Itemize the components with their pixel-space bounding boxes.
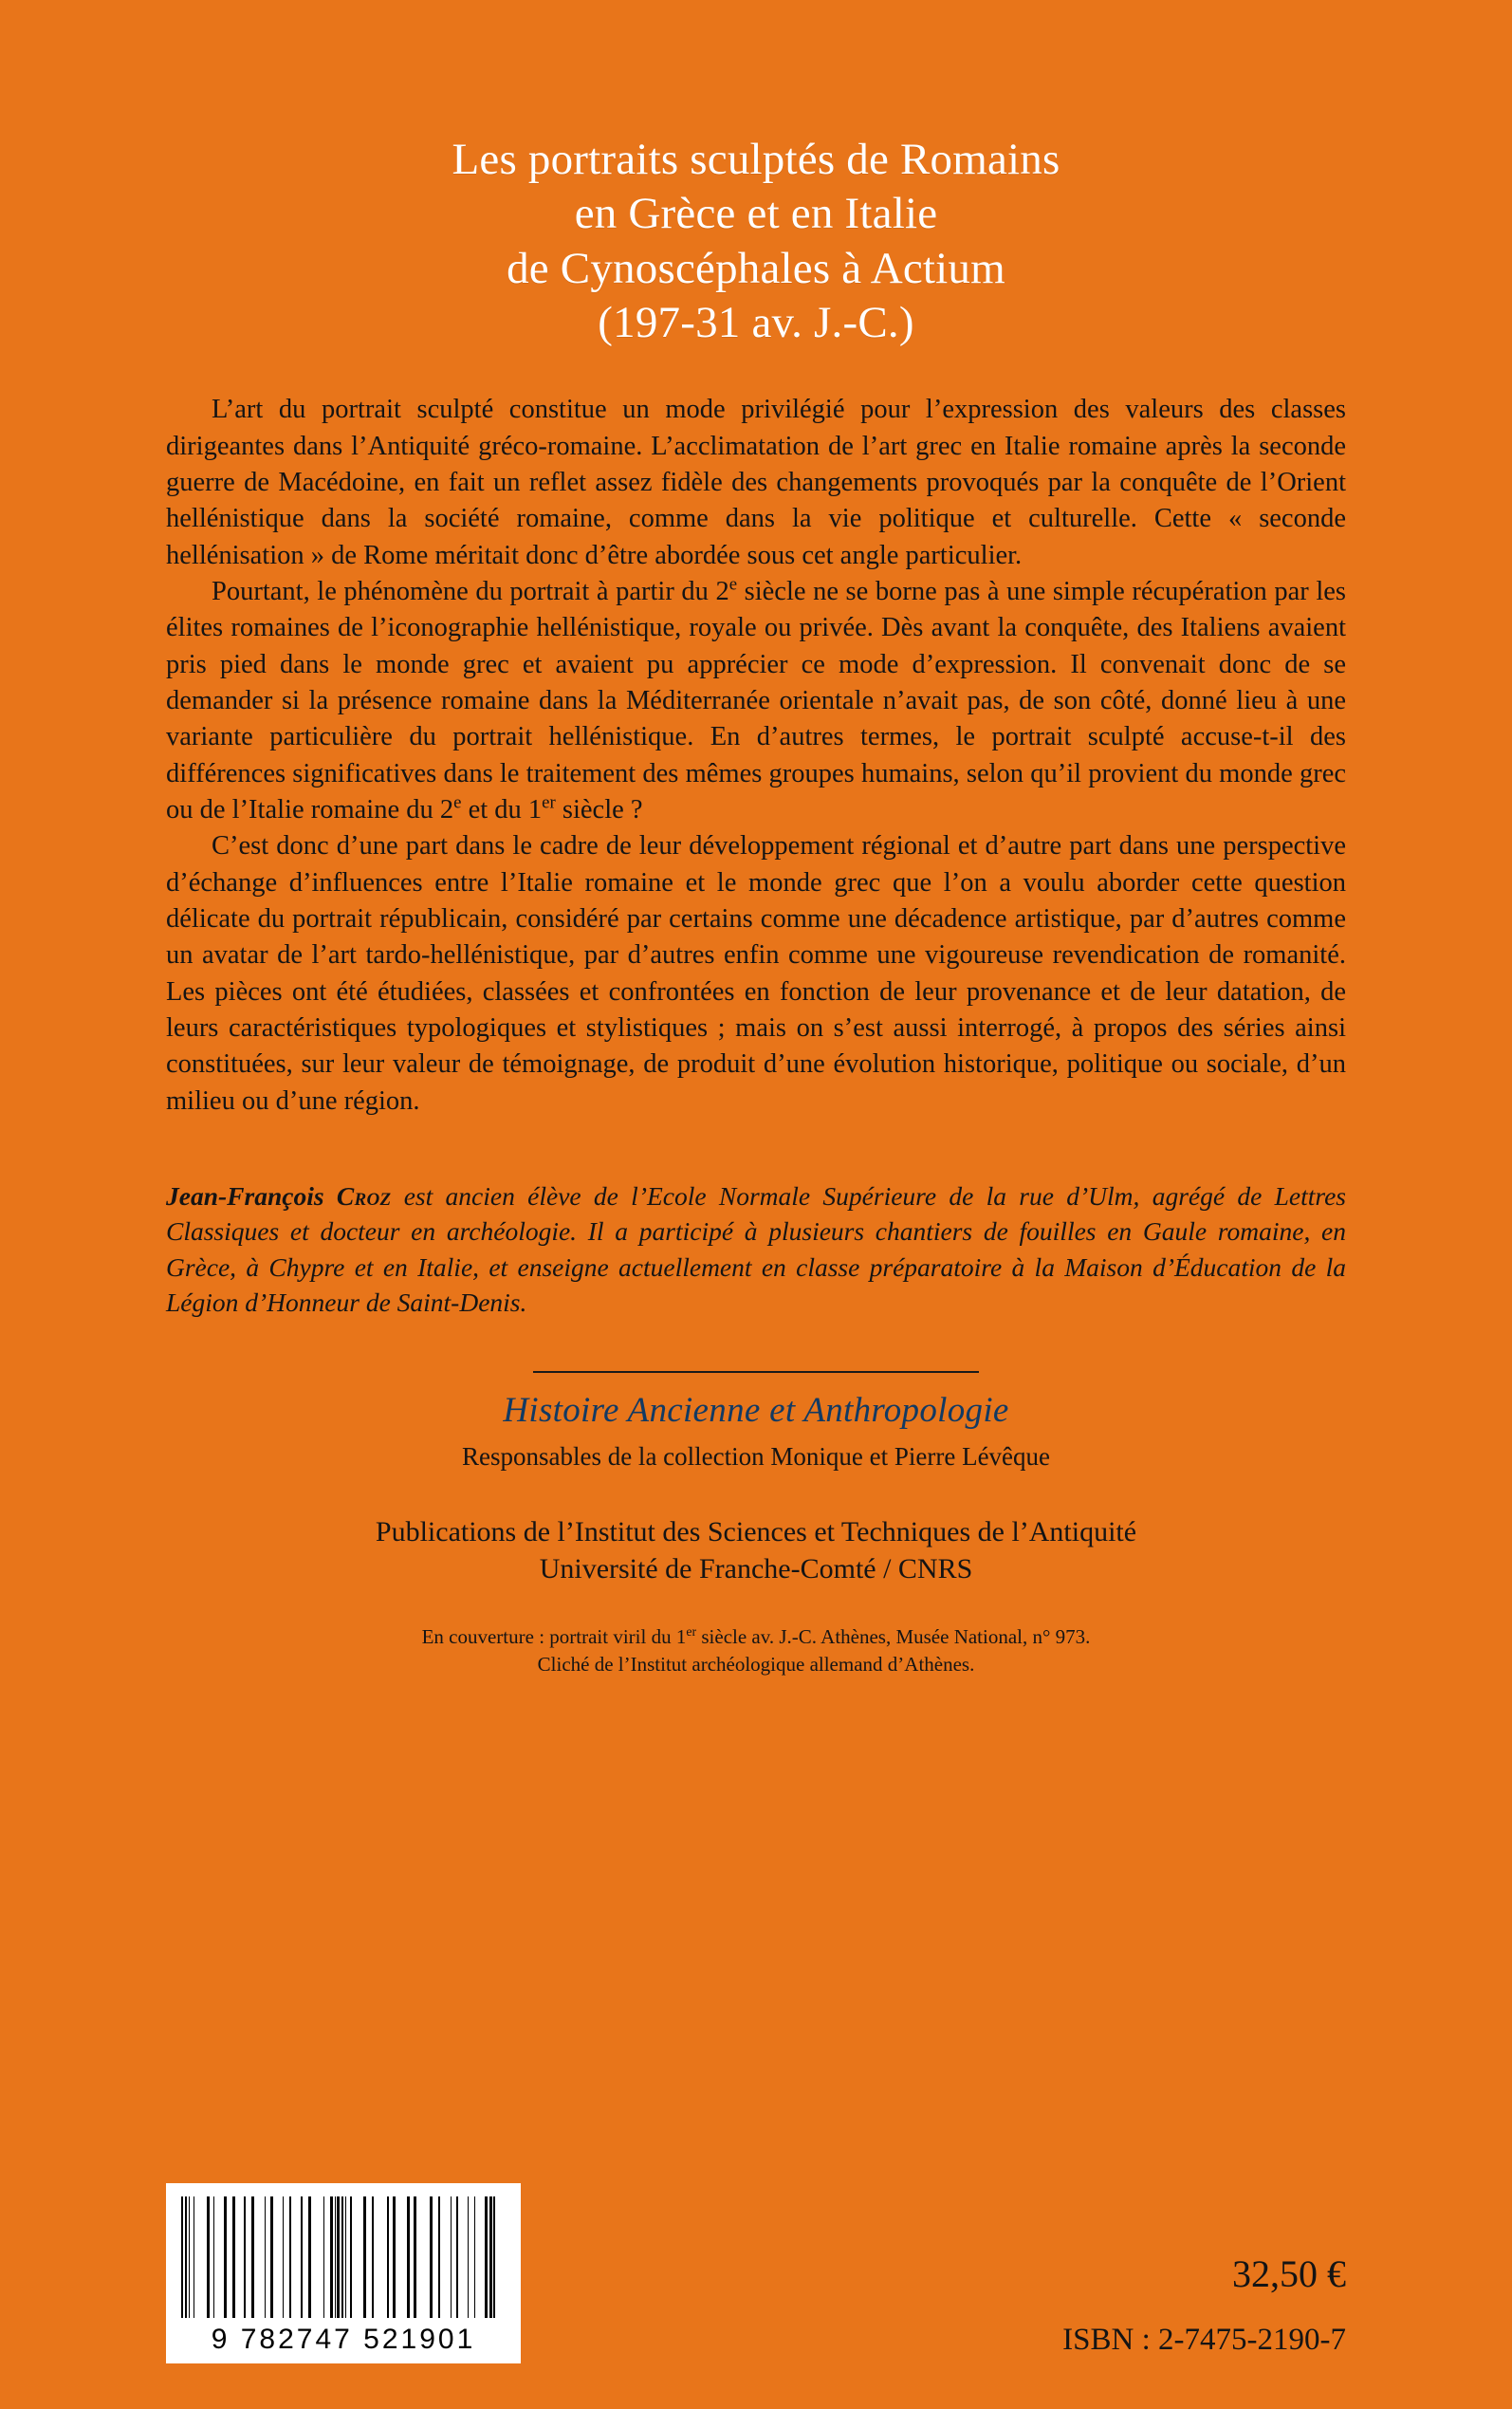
cover-credit-line-2: Cliché de l’Institut archéologique allemand d’Athènes. — [537, 1652, 975, 1676]
title-line-4: (197-31 av. J.-C.) — [598, 297, 914, 347]
collection-block — [166, 1371, 1346, 1472]
author-biography — [166, 1178, 1346, 1321]
back-cover-blurb — [166, 392, 1346, 1120]
cover-credit-line-1: En couverture : portrait viril du 1er siècle av. J.-C. Athènes, Musée National, n° 973. — [421, 1624, 1091, 1649]
bottom-bar — [166, 2183, 1346, 2363]
price: 32,50 € — [1232, 2252, 1346, 2295]
price-block — [1062, 2251, 1346, 2363]
book-title — [166, 0, 1346, 350]
title-line-2: en Grèce et en Italie — [574, 189, 938, 239]
publisher-block — [166, 1513, 1346, 1587]
title-line-1: Les portraits sculptés de Romains — [452, 135, 1060, 184]
barcode — [166, 2183, 521, 2363]
author-last-name: Croz — [336, 1180, 392, 1211]
cover-credit-block — [166, 1623, 1346, 1677]
collection-editors: Responsables de la collection Monique et Pierre Lévêque — [461, 1442, 1051, 1472]
title-line-3: de Cynoscéphales à Actium — [507, 243, 1005, 293]
blurb-paragraph-1: L’art du portrait sculpté constitue un mode privilégié pour l’expression des valeurs des classes dirigeantes dans l’Antiquité gréco-romaine. L’acclimatation de l’art grec en Italie romaine après la seconde guerre de Macédoine, en fait un reflet assez fidèle des changements provoqués par la conquête de l’Orient hellénistique dans la société romaine, comme dans la vie politique et culturelle. Cette « seconde hellénisation » de Rome méritait donc d’être abordée sous cet angle particulier. — [166, 395, 1346, 570]
blurb-paragraph-2: Pourtant, le phénomène du portrait à partir du 2e siècle ne se borne pas à une simple récupération par les élites romaines de l’iconographie hellénistique, royale ou privée. Dès avant la conquête, des Italiens avaient pris pied dans le monde grec et avaient pu apprécier ce mode d’expression. Il convenait donc de se demander si la présence romaine dans la Méditerranée orientale n’avait pas, de son côté, donné lieu à une variante particulière du portrait hellénistique. En d’autres termes, le portrait sculpté accuse-t-il des différences significatives dans le traitement des mêmes groupes humains, selon qu’il provient du monde grec ou de l’Italie romaine du 2e et du 1er siècle ? — [166, 574, 1346, 825]
publisher-line-2: Université de Franche-Comté / CNRS — [539, 1553, 973, 1585]
barcode-number: 9 782747 521901 — [211, 2324, 476, 2355]
author-first-name: Jean-François — [166, 1180, 324, 1211]
author-biography-text: est ancien élève de l’Ecole Normale Supérieure de la rue d’Ulm, agrégé de Lettres Classiques et docteur en archéologie. Il a participé à plusieurs chantiers de fouilles en Gaule romaine, en Grèce, à Chypre et en Italie, et enseigne actuellement en classe préparatoire à la Maison d’Éducation de la Légion d’Honneur de Saint-Denis. — [166, 1180, 1347, 1318]
isbn: ISBN : 2-7475-2190-7 — [1062, 2323, 1346, 2357]
barcode-bars — [177, 2196, 509, 2318]
blurb-paragraph-3: C’est donc d’une part dans le cadre de leur développement régional et d’autre part dans une perspective d’échange d’influences entre l’Italie romaine et le monde grec que l’on a voulu aborder cette question délicate du portrait républicain, considéré par certains comme une décadence artistique, par d’autres comme un avatar de l’art tardo-hellénistique, par d’autres enfin comme une vigoureuse revendication de romanité. Les pièces ont été étudiées, classées et confrontées en fonction de leur provenance et de leur datation, de leurs caractéristiques typologiques et stylistiques ; mais on s’est aussi interrogé, à propos des séries ainsi constituées, sur leur valeur de témoignage, de produit d’une évolution historique, politique ou sociale, d’un milieu ou d’une région. — [166, 831, 1346, 1116]
publisher-line-1: Publications de l’Institut des Sciences et Techniques de l’Antiquité — [375, 1516, 1137, 1548]
collection-title: Histoire Ancienne et Anthropologie — [503, 1391, 1009, 1431]
divider-rule — [533, 1371, 979, 1373]
